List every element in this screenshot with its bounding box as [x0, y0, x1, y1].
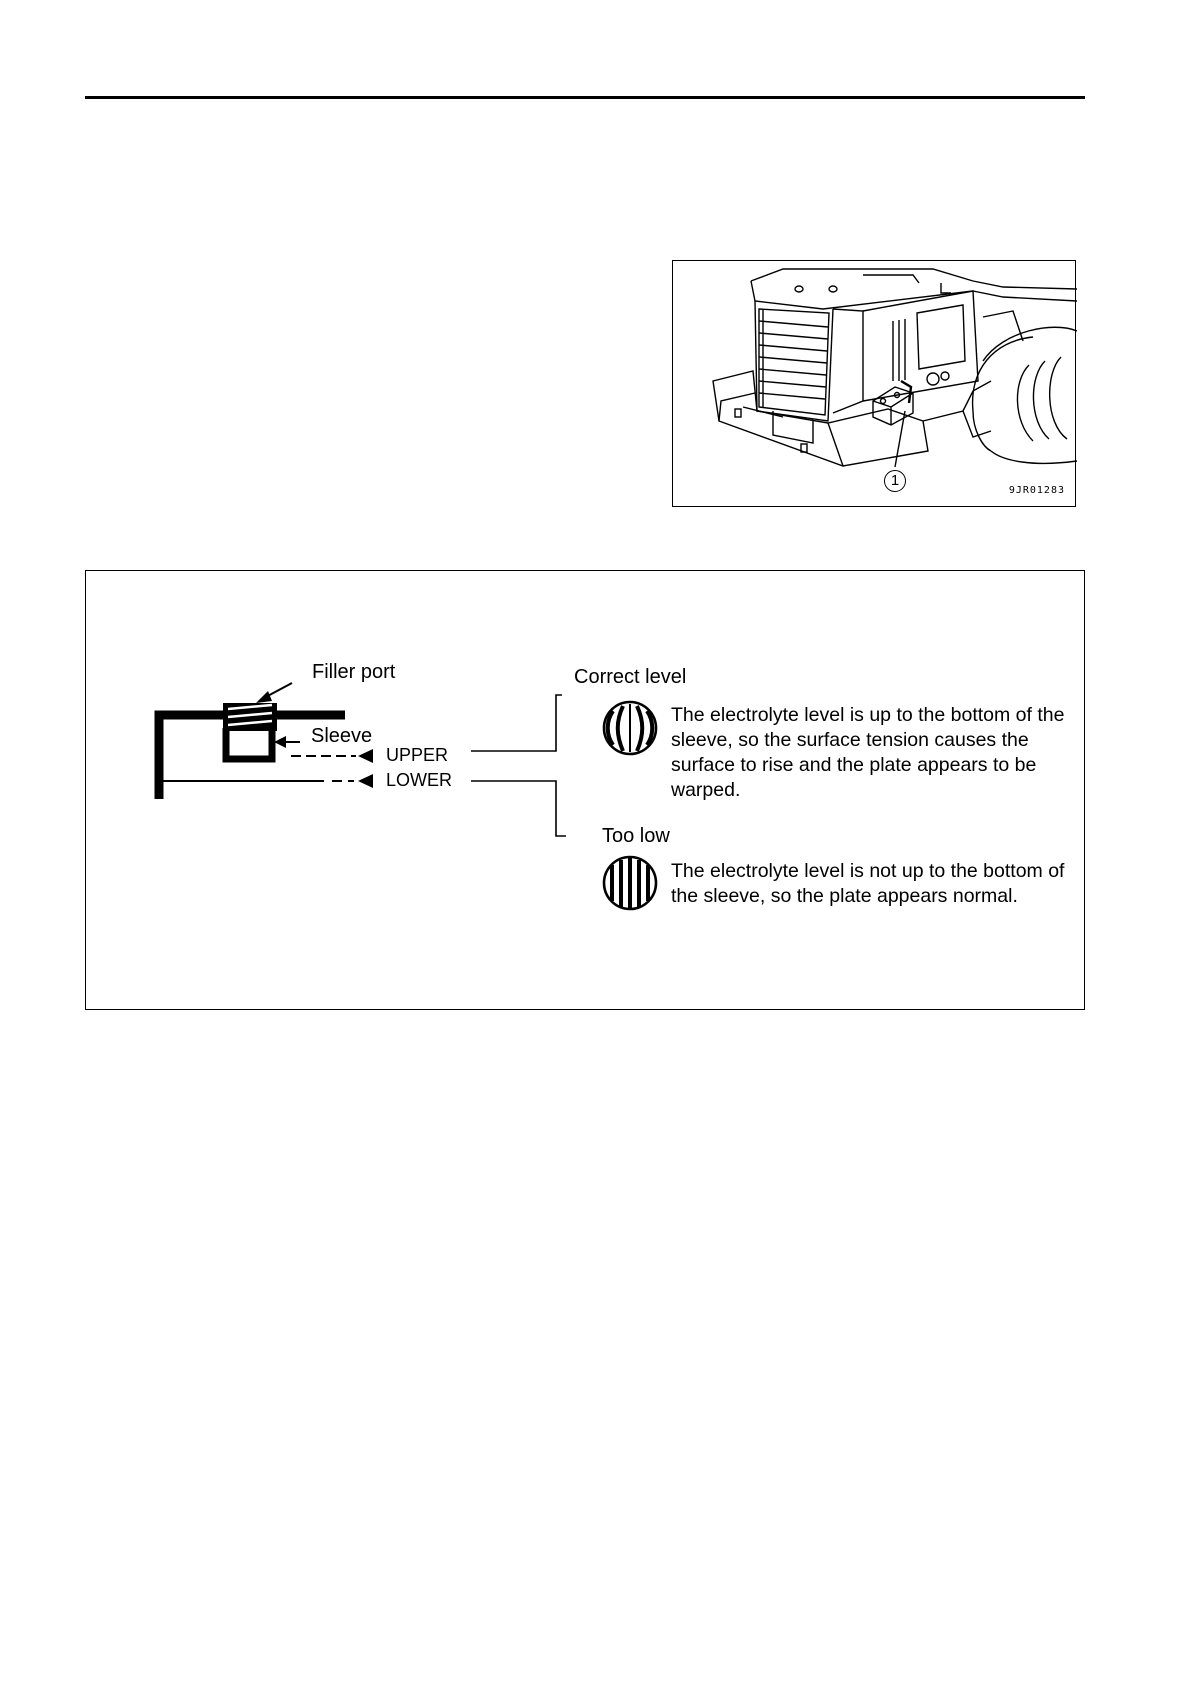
warped-plate-icon: [604, 702, 656, 754]
correct-level-description: The electrolyte level is up to the bottom of the sleeve, so the surface tension causes the surface to rise and the plate appears to be warped.: [671, 704, 1065, 801]
lower-level-label: LOWER: [386, 770, 453, 790]
machine-front-illustration: [672, 260, 1076, 507]
too-low-description: The electrolyte level is not up to the bottom of the sleeve, so the plate appears normal.: [671, 860, 1065, 907]
normal-plate-icon: [604, 857, 656, 909]
sleeve-label: Sleeve: [311, 725, 373, 747]
too-low-heading: Too low: [602, 825, 670, 847]
callout-number: 1: [884, 470, 906, 492]
correct-level-heading: Correct level: [574, 666, 687, 688]
upper-level-label: UPPER: [386, 745, 449, 765]
figure-code: 9JR01283: [1008, 485, 1065, 496]
electrolyte-level-diagram: [85, 570, 1085, 1010]
top-rule: [85, 96, 1085, 99]
filler-port-label: Filler port: [312, 661, 396, 683]
wheel-loader-drawing: [673, 261, 1077, 508]
